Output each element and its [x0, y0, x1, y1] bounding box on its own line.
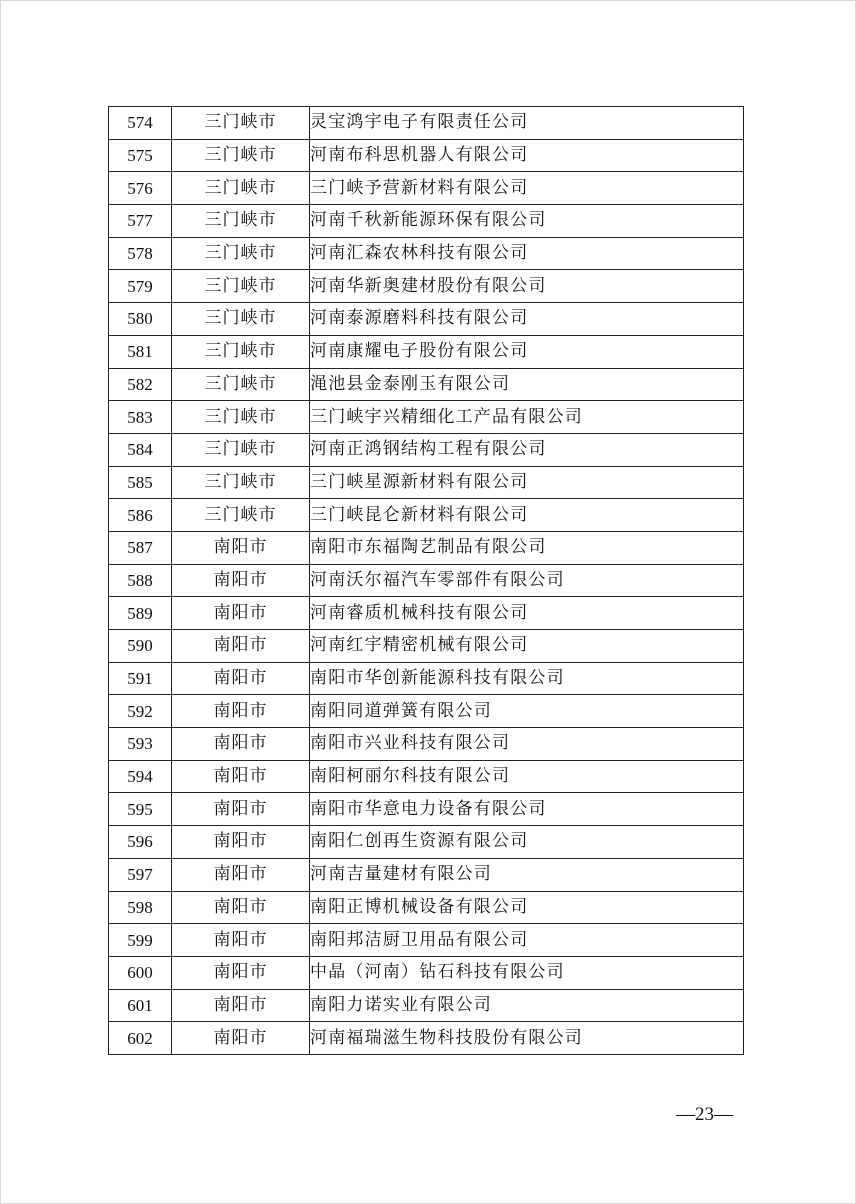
row-company: 南阳市东福陶艺制品有限公司: [310, 531, 744, 564]
row-city: 南阳市: [172, 662, 310, 695]
row-number: 596: [109, 826, 172, 859]
table-row: [109, 891, 744, 924]
table-row: [109, 695, 744, 728]
row-number: 589: [109, 597, 172, 630]
table-row: [109, 630, 744, 663]
row-company: 南阳柯丽尔科技有限公司: [310, 760, 744, 793]
row-city: 南阳市: [172, 924, 310, 957]
row-company: 中晶（河南）钻石科技有限公司: [310, 956, 744, 989]
row-city: 南阳市: [172, 728, 310, 761]
row-company: 河南吉量建材有限公司: [310, 858, 744, 891]
table-row: [109, 172, 744, 205]
row-company: 三门峡予营新材料有限公司: [310, 172, 744, 205]
table-row: [109, 401, 744, 434]
row-number: 602: [109, 1022, 172, 1055]
row-city: 南阳市: [172, 826, 310, 859]
row-number: 577: [109, 205, 172, 238]
row-company: 南阳仁创再生资源有限公司: [310, 826, 744, 859]
row-city: 南阳市: [172, 630, 310, 663]
row-city: 三门峡市: [172, 433, 310, 466]
row-number: 585: [109, 466, 172, 499]
row-number: 574: [109, 107, 172, 140]
row-city: 南阳市: [172, 858, 310, 891]
row-company: 南阳正博机械设备有限公司: [310, 891, 744, 924]
table-row: [109, 793, 744, 826]
row-number: 582: [109, 368, 172, 401]
row-company: 河南正鸿钢结构工程有限公司: [310, 433, 744, 466]
row-company: 南阳力诺实业有限公司: [310, 989, 744, 1022]
row-number: 583: [109, 401, 172, 434]
row-number: 578: [109, 237, 172, 270]
row-number: 587: [109, 531, 172, 564]
row-company: 南阳同道弹簧有限公司: [310, 695, 744, 728]
row-number: 598: [109, 891, 172, 924]
row-city: 三门峡市: [172, 303, 310, 336]
row-number: 599: [109, 924, 172, 957]
row-company: 南阳市兴业科技有限公司: [310, 728, 744, 761]
table-body: [109, 107, 744, 1055]
table-row: [109, 335, 744, 368]
table-row: [109, 1022, 744, 1055]
row-city: 三门峡市: [172, 205, 310, 238]
table-row: [109, 499, 744, 532]
row-city: 三门峡市: [172, 172, 310, 205]
row-number: 580: [109, 303, 172, 336]
table-row: [109, 662, 744, 695]
row-number: 595: [109, 793, 172, 826]
row-city: 三门峡市: [172, 270, 310, 303]
row-number: 575: [109, 139, 172, 172]
row-company: 河南睿质机械科技有限公司: [310, 597, 744, 630]
row-city: 三门峡市: [172, 139, 310, 172]
company-list-table: [108, 106, 744, 1055]
row-city: 南阳市: [172, 1022, 310, 1055]
table-row: [109, 107, 744, 140]
table-row: [109, 205, 744, 238]
table-row: [109, 433, 744, 466]
row-city: 三门峡市: [172, 499, 310, 532]
row-company: 河南千秋新能源环保有限公司: [310, 205, 744, 238]
table-row: [109, 531, 744, 564]
row-company: 南阳市华意电力设备有限公司: [310, 793, 744, 826]
row-city: 三门峡市: [172, 368, 310, 401]
table-row: [109, 368, 744, 401]
row-city: 三门峡市: [172, 466, 310, 499]
table-row: [109, 564, 744, 597]
row-number: 581: [109, 335, 172, 368]
table-row: [109, 139, 744, 172]
table-row: [109, 270, 744, 303]
row-number: 594: [109, 760, 172, 793]
table-row: [109, 989, 744, 1022]
row-number: 590: [109, 630, 172, 663]
row-number: 584: [109, 433, 172, 466]
row-city: 三门峡市: [172, 335, 310, 368]
row-city: 南阳市: [172, 760, 310, 793]
row-company: 河南汇森农林科技有限公司: [310, 237, 744, 270]
row-company: 灵宝鸿宇电子有限责任公司: [310, 107, 744, 140]
row-city: 南阳市: [172, 793, 310, 826]
row-city: 南阳市: [172, 597, 310, 630]
row-company: 三门峡宇兴精细化工产品有限公司: [310, 401, 744, 434]
row-city: 南阳市: [172, 564, 310, 597]
row-number: 601: [109, 989, 172, 1022]
row-city: 三门峡市: [172, 237, 310, 270]
table-row: [109, 237, 744, 270]
row-company: 南阳邦洁厨卫用品有限公司: [310, 924, 744, 957]
row-city: 南阳市: [172, 695, 310, 728]
row-city: 三门峡市: [172, 107, 310, 140]
row-company: 三门峡昆仑新材料有限公司: [310, 499, 744, 532]
row-company: 河南红宇精密机械有限公司: [310, 630, 744, 663]
table-row: [109, 466, 744, 499]
table-row: [109, 303, 744, 336]
row-company: 河南福瑞滋生物科技股份有限公司: [310, 1022, 744, 1055]
row-number: 593: [109, 728, 172, 761]
row-number: 588: [109, 564, 172, 597]
row-company: 河南泰源磨料科技有限公司: [310, 303, 744, 336]
row-company: 渑池县金泰刚玉有限公司: [310, 368, 744, 401]
page-number: —23—: [676, 1104, 733, 1125]
row-number: 600: [109, 956, 172, 989]
row-company: 河南华新奥建材股份有限公司: [310, 270, 744, 303]
table-row: [109, 858, 744, 891]
row-city: 南阳市: [172, 891, 310, 924]
table-row: [109, 760, 744, 793]
row-number: 591: [109, 662, 172, 695]
row-number: 592: [109, 695, 172, 728]
row-number: 579: [109, 270, 172, 303]
row-city: 南阳市: [172, 956, 310, 989]
row-company: 三门峡星源新材料有限公司: [310, 466, 744, 499]
row-city: 三门峡市: [172, 401, 310, 434]
row-number: 597: [109, 858, 172, 891]
row-number: 576: [109, 172, 172, 205]
table-row: [109, 597, 744, 630]
row-number: 586: [109, 499, 172, 532]
row-company: 河南布科思机器人有限公司: [310, 139, 744, 172]
table-row: [109, 924, 744, 957]
row-city: 南阳市: [172, 989, 310, 1022]
row-company: 河南沃尔福汽车零部件有限公司: [310, 564, 744, 597]
table-row: [109, 956, 744, 989]
table-row: [109, 826, 744, 859]
row-city: 南阳市: [172, 531, 310, 564]
table-row: [109, 728, 744, 761]
row-company: 河南康耀电子股份有限公司: [310, 335, 744, 368]
row-company: 南阳市华创新能源科技有限公司: [310, 662, 744, 695]
